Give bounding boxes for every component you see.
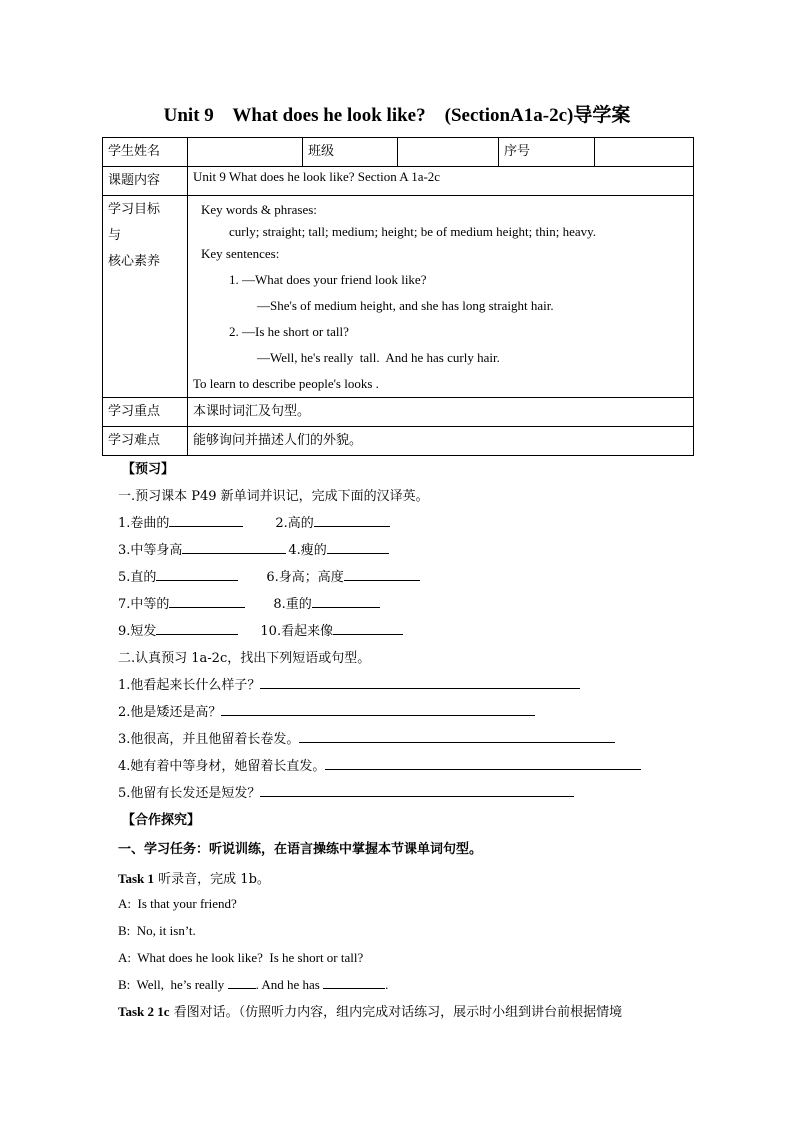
answer-blank[interactable] [260,782,574,797]
sentence-2-question: 2. —Is he short or tall? [229,324,349,339]
phrase-item: 1.他看起来长什么样子？ [118,672,688,699]
answer-blank[interactable] [156,620,238,635]
vocab-item: 8.重的 [273,597,312,612]
vocab-item: 3.中等身高 [118,543,183,558]
dialogue-line: B: No, it isn’t. [118,923,196,938]
vocab-row [118,618,688,645]
cooperate-heading: 【合作探究】 [122,813,201,828]
key-words-heading: Key words & phrases: [201,202,317,217]
key-words-list: curly; straight; tall; medium; height; be of medium height; thin; heavy. [229,224,597,239]
difficulty-label: 学习难点 [103,427,188,456]
vocab-row [118,510,688,537]
page-title: Unit 9 What does he look like? (SectionA1a-2c)导学案 [163,105,631,126]
student-name-label: 学生姓名 [103,138,188,167]
class-label: 班级 [303,138,398,167]
task2-label: Task 2 1c [118,1004,170,1019]
seat-field[interactable] [595,138,694,167]
vocab-item: 1.卷曲的 [118,516,170,531]
dialogue-line: B: Well, he’s really . And he has . [118,971,688,998]
worksheet-body [118,456,688,1025]
phrase-item: 4.她有着中等身材，她留着长直发。 [118,753,688,780]
answer-blank[interactable] [312,593,380,608]
preview-part1-instruction: 一.预习课本 P49 新单词并识记，完成下面的汉译英。 [118,489,429,504]
phrase-item: 2.他是矮还是高？ [118,699,688,726]
answer-blank[interactable] [221,701,535,716]
sentence-2-answer: —Well, he's really tall. And he has curly hair. [257,350,500,365]
answer-blank[interactable] [299,728,615,743]
answer-blank[interactable] [327,539,389,554]
seat-label: 序号 [499,138,595,167]
vocab-row [118,564,688,591]
class-field[interactable] [398,138,499,167]
difficulty-value: 能够询问并描述人们的外貌。 [188,427,694,456]
focus-label: 学习重点 [103,398,188,427]
vocab-item: 2.高的 [275,516,314,531]
answer-blank[interactable] [228,974,256,989]
vocab-row [118,591,688,618]
answer-blank[interactable] [344,566,420,581]
task1-text: 听录音，完成 1b。 [154,872,270,887]
vocab-item: 9.短发 [118,624,157,639]
goals-content [188,196,694,398]
goals-label [103,196,188,398]
goals-label-line: 与 [108,228,122,243]
topic-label: 课题内容 [103,167,188,196]
phrase-item: 5.他留有长发还是短发？ [118,780,688,807]
answer-blank[interactable] [182,539,286,554]
task1-line [118,865,688,892]
vocab-item: 5.直的 [118,570,157,585]
learning-task-intro: 一、学习任务：听说训练，在语言操练中掌握本节课单词句型。 [118,842,483,857]
answer-blank[interactable] [323,974,385,989]
task1-label: Task 1 [118,871,155,886]
answer-blank[interactable] [169,512,243,527]
vocab-item: 4.瘦的 [288,543,327,558]
answer-blank[interactable] [260,674,580,689]
task2-text: 看图对话。（仿照听力内容，组内完成对话练习，展示时小组到讲台前根据情境 [169,1005,623,1020]
sentence-1-answer: —She's of medium height, and she has long straight hair. [257,298,554,313]
vocab-item: 6.身高；高度 [266,570,344,585]
answer-blank[interactable] [314,512,390,527]
phrase-item: 3.他很高，并且他留着长卷发。 [118,726,688,753]
student-info-table [102,137,694,456]
preview-part2-instruction: 二.认真预习 1a-2c，找出下列短语或句型。 [118,651,371,666]
answer-blank[interactable] [156,566,238,581]
learning-aim: To learn to describe people's looks . [193,376,379,391]
vocab-row [118,537,688,564]
preview-heading: 【预习】 [122,462,175,477]
sentence-1-question: 1. —What does your friend look like? [229,272,427,287]
topic-value: Unit 9 What does he look like? Section A 1a-2c [188,167,694,196]
student-name-field[interactable] [188,138,303,167]
vocab-item: 7.中等的 [118,597,170,612]
goals-label-line: 核心素养 [108,254,161,269]
answer-blank[interactable] [333,620,403,635]
goals-label-line: 学习目标 [108,202,161,217]
answer-blank[interactable] [169,593,245,608]
key-sentences-heading: Key sentences: [201,246,280,261]
answer-blank[interactable] [325,755,641,770]
dialogue-line: A: What does he look like? Is he short or tall? [118,950,364,965]
vocab-item: 10.看起来像 [260,624,334,639]
task2-line [118,998,688,1025]
dialogue-line: A: Is that your friend? [118,896,237,911]
focus-value: 本课时词汇及句型。 [188,398,694,427]
